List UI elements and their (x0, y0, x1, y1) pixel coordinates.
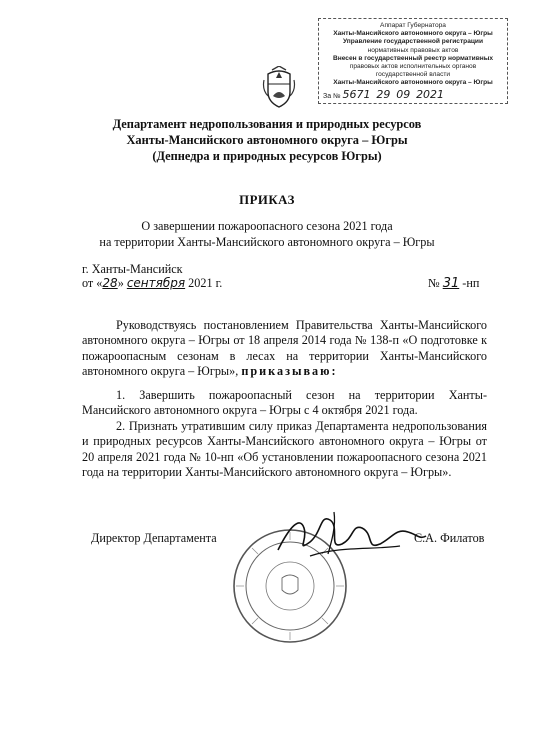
handwritten-signature-icon (270, 506, 430, 564)
stamp-reg-day: 29 (376, 87, 391, 101)
stamp-reg-month: 09 (396, 87, 411, 101)
stamp-line: правовых актов исполнительных органов (349, 63, 477, 71)
subject-line: О завершении пожароопасного сезона 2021 года (141, 219, 393, 233)
document-subject (0, 218, 534, 250)
department-name-line: Ханты-Мансийского автономного округа – Югры (126, 133, 408, 147)
date-month: сентября (126, 276, 186, 290)
stamp-reg-prefix: За № (323, 92, 341, 100)
order-keyword: приказываю: (241, 364, 338, 379)
date-day: 28 (102, 276, 118, 290)
signatory-position: Директор Департамента (91, 531, 217, 545)
stamp-line: Внесен в государственный реестр нормативных (332, 54, 494, 62)
number-value: 31 (442, 276, 460, 291)
stamp-reg-year: 2021 (416, 87, 445, 101)
stamp-line: Ханты-Мансийского автономного округа – Югры (333, 79, 493, 87)
document-number (428, 276, 479, 291)
document-title: ПРИКАЗ (239, 193, 295, 207)
number-suffix: -нп (459, 276, 480, 290)
registration-stamp (318, 18, 508, 104)
body-paragraph-item-1: 1. Завершить пожароопасный сезон на территории Ханты-Мансийского автономного округа – Югры с 4 октября 2021 года. (82, 388, 487, 418)
department-name-line: Департамент недропользования и природных ресурсов (112, 117, 422, 131)
coat-of-arms-icon (262, 66, 296, 110)
department-short-name: (Депнедра и природных ресурсов Югры) (152, 149, 382, 163)
document-date (82, 276, 222, 291)
date-prefix: от « (82, 276, 103, 290)
number-prefix: № (428, 276, 443, 290)
stamp-line: государственной власти (375, 71, 451, 79)
stamp-line: нормативных правовых актов (367, 46, 459, 54)
stamp-reg-number: 5671 (342, 87, 371, 101)
body-paragraph-preamble (82, 318, 487, 380)
department-header (0, 116, 534, 164)
stamp-line: Управление государственной регистрации (342, 38, 484, 46)
stamp-registration-line (323, 87, 503, 101)
body-paragraph-item-2: 2. Признать утратившим силу приказ Департамента недропользования и природных ресурсов Ханты-Мансийского автономного округа – Югры от 20 апреля 2021 года № 10-нп «Об установлении пожароопасного сезона 2021 года на территории Ханты-Мансийского автономного округа – Югры». (82, 419, 487, 480)
document-city: г. Ханты-Мансийск (82, 262, 183, 276)
date-suffix: 2021 г. (185, 276, 223, 290)
signatory-name: С.А. Филатов (414, 531, 485, 545)
stamp-line: Аппарат Губернатора (380, 22, 446, 29)
stamp-line: Ханты-Мансийского автономного округа – Югры (333, 30, 493, 38)
date-mid: » (117, 276, 127, 290)
preamble-text: Руководствуясь постановлением Правительства Ханты-Мансийского автономного округа – Югры от 18 апреля 2014 года № 138-п «О подготовке к пожароопасным сезонам в лесах на территории Ханты-Мансийского автономного округа – Югры», (82, 318, 487, 379)
subject-line: на территории Ханты-Мансийского автономного округа – Югры (99, 235, 435, 249)
